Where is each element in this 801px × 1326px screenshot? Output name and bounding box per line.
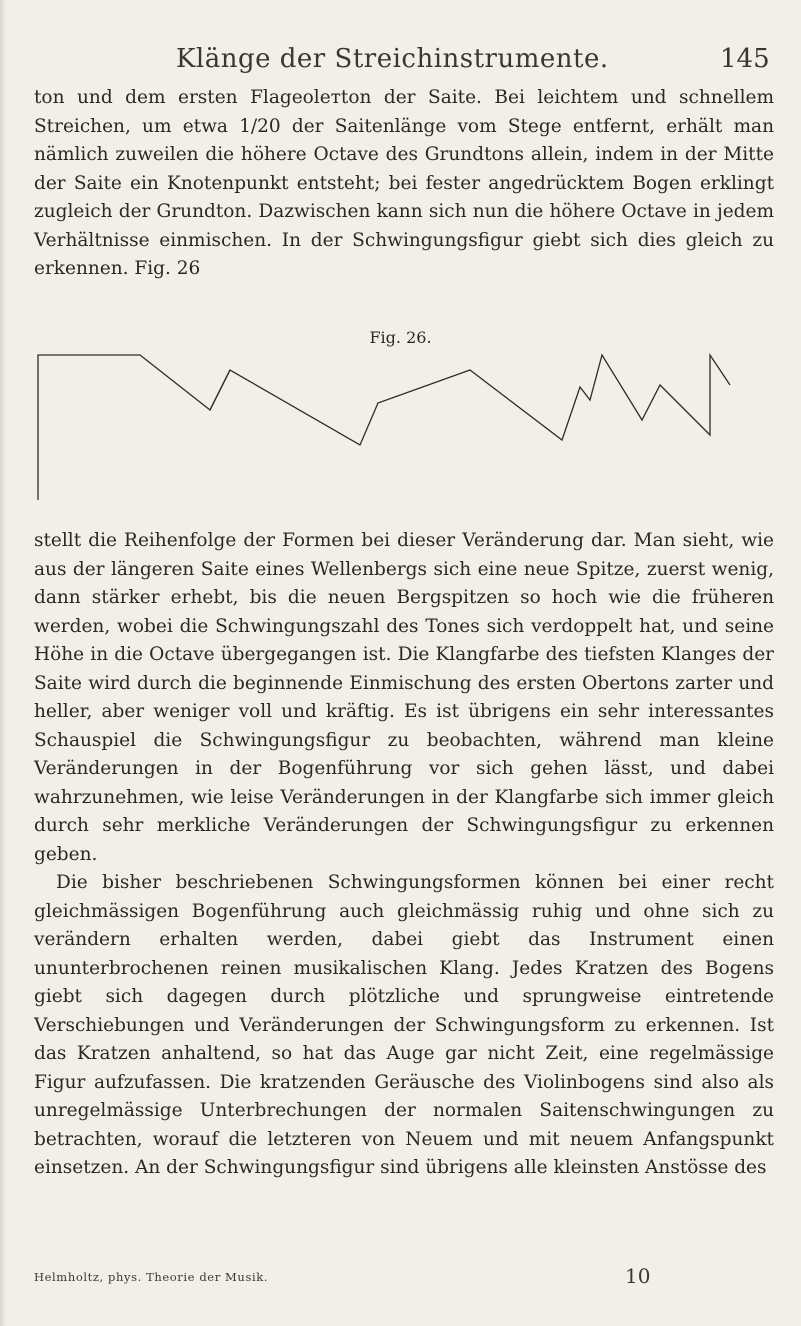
- page-header: [0, 44, 801, 84]
- figure-26-waveform: [30, 345, 770, 505]
- figure-label: Fig. 26.: [369, 328, 432, 347]
- waveform-rise-1: [210, 370, 230, 410]
- paragraph-2: stellt die Reihenfolge der Formen bei dieser Veränderung dar. Man sieht, wie aus der längeren Saite eines Wellenbergs sich eine neue Spitze, zuerst wenig, dann stärker erhebt, bis die neuen Bergspitzen so hoch wie die früheren werden, wobei die Schwingungszahl des Tones sich verdoppelt hat, und seine Höhe in die Octave übergegangen ist. Die Klangfarbe des tiefsten Klanges der Saite wird durch die beginnende Einmischung des ersten Obertons zarter und heller, aber weniger voll und kräftig. Es ist übrigens ein sehr interessantes Schauspiel die Schwingungsfigur zu beobachten, während man kleine Veränderungen in der Bogenführung vor sich gehen lässt, und dabei wahrzunehmen, wie leise Veränderungen in der Klangfarbe sich immer gleich durch sehr merkliche Veränderungen der Schwingungsfigur zu erkennen geben.: [34, 530, 774, 865]
- page-number: 145: [720, 44, 770, 74]
- waveform-line: [38, 355, 730, 485]
- paragraph-1: ton und dem ersten Flageolетton der Saite. Bei leichtem und schnellem Streichen, um etwa 1/20 der Saitenlänge vom Stege entfernt, erhält man nämlich zuweilen die höhere Octave des Grundtons allein, indem in der Mitte der Saite ein Knotenpunkt entsteht; bei fester angedrücktem Bogen erklingt zugleich der Grundton. Dazwischen kann sich nun die höhere Octave in jedem Verhältnisse einmischen. In der Schwingungsfigur giebt sich dies gleich zu erkennen. Fig. 26: [34, 87, 774, 279]
- page-footer: [34, 1264, 774, 1294]
- running-title: Klänge der Streichinstrumente.: [176, 44, 609, 74]
- signature-line: Helmholtz, phys. Theorie der Musik.: [34, 1270, 269, 1284]
- body-text-top: [34, 84, 774, 284]
- signature-number: 10: [625, 1264, 651, 1288]
- paragraph-3: Die bisher beschriebenen Schwingungsformen können bei einer recht gleichmässigen Bogenführung auch gleichmässig ruhig und ohne sich zu verändern erhalten werden, dabei giebt das Instrument einen ununterbrochenen reinen musikalischen Klang. Jedes Kratzen des Bogens giebt sich dagegen durch plötzliche und sprungweise eintretende Verschiebungen und Veränderungen der Schwingungsform zu erkennen. Ist das Kratzen anhaltend, so hat das Auge gar nicht Zeit, eine regelmässige Figur aufzufassen. Die kratzenden Geräusche des Violinbogens sind also als unregelmässige Unterbrechungen der normalen Saitenschwingungen zu betrachten, worauf die letzteren von Neuem und mit neuem Anfangspunkt einsetzen. An der Schwingungsfigur sind übrigens alle kleinsten Anstösse des: [34, 872, 774, 1178]
- page-edge-shadow: [0, 0, 6, 1326]
- body-text-main: [34, 527, 774, 1183]
